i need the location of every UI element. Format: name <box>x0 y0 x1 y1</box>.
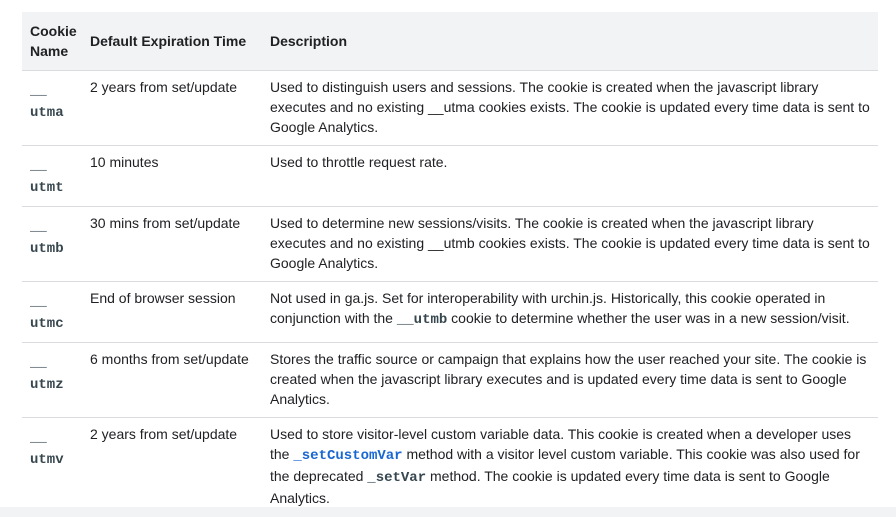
description-text: Used to throttle request rate. <box>270 154 448 170</box>
cookie-name-cell <box>22 71 82 146</box>
expiration-cell: End of browser session <box>82 282 262 343</box>
expiration-cell: 2 years from set/update <box>82 71 262 146</box>
description-text: cookie to determine whether the user was in a new session/visit. <box>447 310 850 326</box>
table-header <box>22 12 878 71</box>
cookie-name: __ utma <box>30 83 64 121</box>
header-expiration: Default Expiration Time <box>82 12 262 71</box>
header-row <box>22 12 878 71</box>
inline-code-link[interactable]: _setCustomVar <box>293 448 403 464</box>
table-row <box>22 146 878 207</box>
description-cell <box>262 418 878 517</box>
description-cell <box>262 343 878 418</box>
header-description: Description <box>262 12 878 71</box>
description-cell <box>262 282 878 343</box>
page-bottom-band <box>0 507 896 517</box>
cookie-name-cell <box>22 418 82 517</box>
description-text: method with a visitor level custom variable. This cookie was also used for the deprecated <box>270 446 860 484</box>
table-row <box>22 343 878 418</box>
description-text: Used to store visitor-level custom variable data. This cookie is created when a developer uses the <box>270 426 852 462</box>
description-text: Stores the traffic source or campaign that explains how the user reached your site. The cookie is created when the javascript library executes and is updated every time data is sent to Google Analytics. <box>270 351 867 407</box>
cookie-name-cell <box>22 146 82 207</box>
description-cell <box>262 71 878 146</box>
description-cell <box>262 146 878 207</box>
cookie-name: __ utmt <box>30 158 64 196</box>
cookie-name: __ utmc <box>30 294 64 332</box>
cookie-table <box>22 12 878 517</box>
table-row <box>22 418 878 517</box>
cookie-name-cell <box>22 343 82 418</box>
table-row <box>22 282 878 343</box>
table-body <box>22 71 878 517</box>
cookie-name: __ utmb <box>30 219 64 257</box>
expiration-cell: 2 years from set/update <box>82 418 262 517</box>
table-row <box>22 71 878 146</box>
cookie-name: __ utmv <box>30 430 64 468</box>
cookie-name: __ utmz <box>30 355 64 393</box>
table-row <box>22 207 878 282</box>
description-text: Used to distinguish users and sessions. The cookie is created when the javascript library executes and no existing __utma cookies exists. The cookie is updated every time data is sent to Google Analytics. <box>270 79 870 135</box>
expiration-cell: 6 months from set/update <box>82 343 262 418</box>
description-text: Not used in ga.js. Set for interoperability with urchin.js. Historically, this cookie operated in conjunction with the <box>270 290 826 326</box>
cookie-table-container <box>22 12 878 517</box>
description-cell <box>262 207 878 282</box>
cookie-name-cell <box>22 207 82 282</box>
inline-code: __utmb <box>396 312 448 328</box>
header-cookie-name: Cookie Name <box>22 12 82 71</box>
cookie-name-cell <box>22 282 82 343</box>
inline-code: _setVar <box>367 470 427 486</box>
expiration-cell: 10 minutes <box>82 146 262 207</box>
description-text: Used to determine new sessions/visits. The cookie is created when the javascript library executes and no existing __utmb cookies exists. The cookie is updated every time data is sent to Google Analytics. <box>270 215 870 271</box>
description-text: method. The cookie is updated every time data is sent to Google Analytics. <box>270 468 830 506</box>
expiration-cell: 30 mins from set/update <box>82 207 262 282</box>
